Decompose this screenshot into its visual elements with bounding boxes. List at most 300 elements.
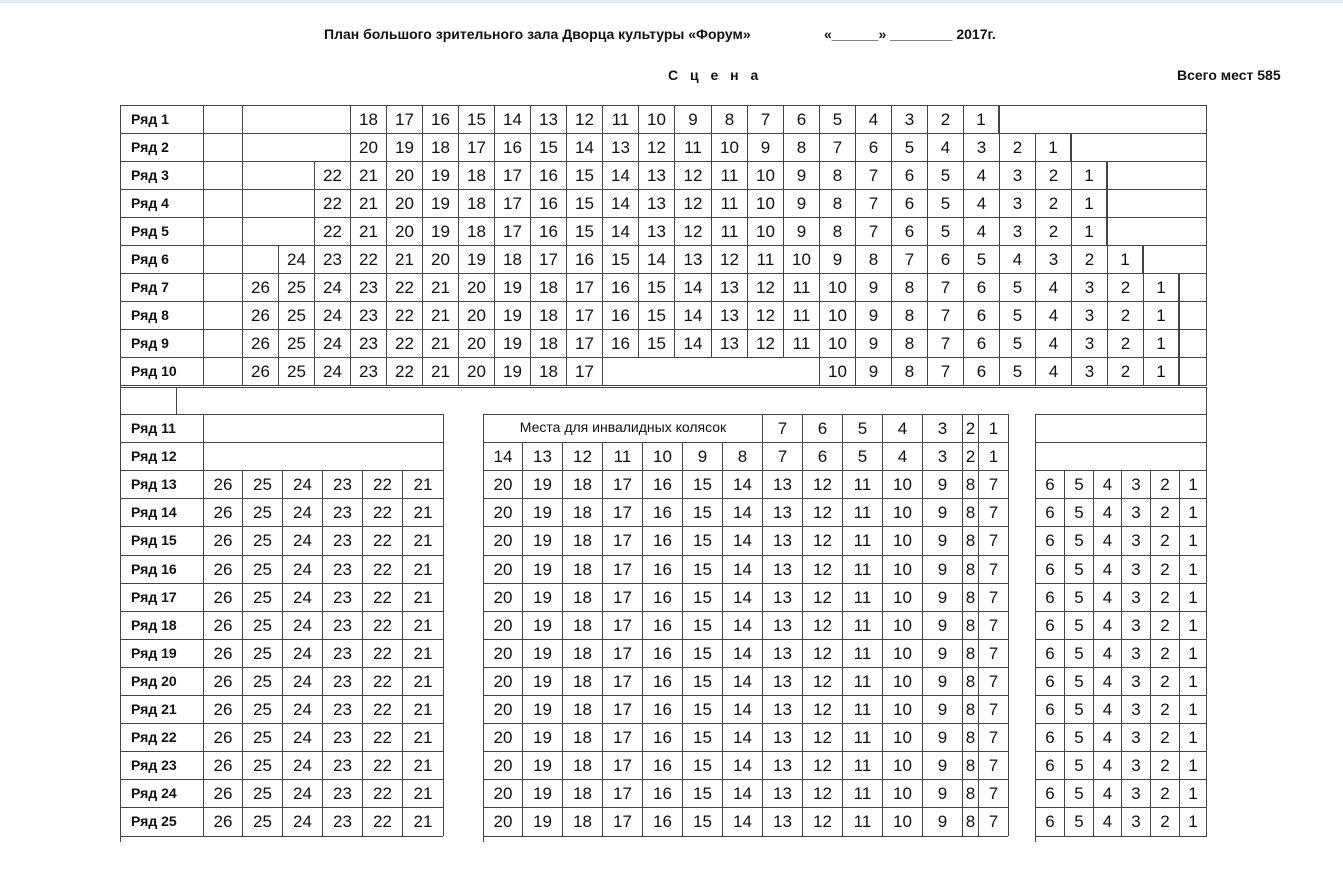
seat[interactable]: 13 (762, 667, 802, 695)
seat[interactable]: 5 (999, 357, 1035, 385)
seat[interactable]: 5 (927, 189, 963, 217)
seat[interactable]: 23 (322, 723, 362, 751)
seat[interactable]: 4 (1093, 470, 1121, 498)
seat[interactable]: 11 (842, 470, 882, 498)
seat[interactable]: 7 (819, 133, 855, 161)
seat[interactable]: 4 (1093, 583, 1121, 611)
seat[interactable]: 24 (314, 329, 350, 357)
seat[interactable]: 15 (682, 526, 722, 555)
seat[interactable]: 15 (682, 611, 722, 639)
seat[interactable]: 20 (483, 555, 522, 583)
seat[interactable]: 25 (242, 639, 282, 667)
seat[interactable]: 21 (402, 695, 443, 723)
seat[interactable]: 17 (530, 245, 566, 273)
seat[interactable]: 19 (522, 779, 562, 807)
seat[interactable]: 23 (322, 611, 362, 639)
seat[interactable]: 17 (602, 526, 642, 555)
seat[interactable]: 15 (682, 779, 722, 807)
seat[interactable]: 12 (674, 189, 711, 217)
seat[interactable]: 10 (882, 667, 922, 695)
seat[interactable]: 19 (458, 245, 494, 273)
seat[interactable]: 5 (1064, 779, 1093, 807)
seat[interactable]: 3 (1035, 245, 1071, 273)
seat[interactable]: 10 (882, 779, 922, 807)
seat[interactable]: 8 (962, 470, 978, 498)
seat[interactable]: 5 (1064, 751, 1093, 779)
seat[interactable]: 3 (922, 442, 962, 470)
seat[interactable]: 10 (882, 723, 922, 751)
seat[interactable]: 14 (722, 695, 762, 723)
seat[interactable]: 25 (242, 667, 282, 695)
seat[interactable]: 11 (842, 555, 882, 583)
seat[interactable]: 12 (802, 667, 842, 695)
seat[interactable]: 3 (1121, 470, 1150, 498)
seat[interactable]: 5 (1064, 639, 1093, 667)
seat[interactable]: 13 (711, 329, 747, 357)
seat[interactable]: 9 (922, 526, 962, 555)
seat[interactable]: 17 (602, 611, 642, 639)
seat[interactable]: 26 (242, 329, 278, 357)
seat[interactable]: 9 (922, 779, 962, 807)
seat[interactable]: 8 (819, 189, 855, 217)
seat[interactable]: 16 (422, 105, 458, 133)
seat[interactable]: 3 (1071, 273, 1107, 301)
seat[interactable]: 11 (747, 245, 783, 273)
seat[interactable]: 4 (963, 161, 999, 189)
seat[interactable]: 18 (562, 526, 602, 555)
seat[interactable]: 12 (747, 273, 783, 301)
seat[interactable]: 19 (494, 357, 530, 385)
seat[interactable]: 18 (562, 555, 602, 583)
seat[interactable]: 7 (978, 639, 1008, 667)
seat[interactable]: 3 (999, 161, 1035, 189)
seat[interactable]: 9 (855, 329, 891, 357)
seat[interactable]: 5 (1064, 470, 1093, 498)
seat[interactable]: 22 (362, 695, 402, 723)
seat[interactable]: 1 (1179, 639, 1207, 667)
seat[interactable]: 3 (1121, 807, 1150, 836)
seat[interactable]: 19 (522, 555, 562, 583)
seat[interactable]: 14 (722, 667, 762, 695)
seat[interactable]: 13 (762, 807, 802, 836)
seat[interactable]: 10 (882, 807, 922, 836)
seat[interactable]: 7 (927, 329, 963, 357)
seat[interactable]: 26 (203, 498, 242, 526)
seat[interactable]: 9 (855, 273, 891, 301)
seat[interactable]: 26 (203, 526, 242, 555)
seat[interactable]: 15 (682, 555, 722, 583)
seat[interactable]: 20 (483, 695, 522, 723)
seat[interactable]: 9 (783, 161, 819, 189)
seat[interactable]: 26 (203, 639, 242, 667)
seat[interactable]: 22 (362, 470, 402, 498)
seat[interactable]: 3 (1071, 301, 1107, 329)
seat[interactable]: 17 (602, 807, 642, 836)
seat[interactable]: 8 (962, 723, 978, 751)
seat[interactable]: 17 (566, 301, 602, 329)
seat[interactable]: 18 (530, 273, 566, 301)
seat[interactable]: 6 (1035, 611, 1064, 639)
seat[interactable]: 22 (362, 526, 402, 555)
seat[interactable]: 20 (458, 273, 494, 301)
seat[interactable]: 8 (722, 442, 762, 470)
seat[interactable]: 8 (783, 133, 819, 161)
seat[interactable]: 24 (282, 526, 322, 555)
seat[interactable]: 25 (242, 555, 282, 583)
seat[interactable]: 19 (494, 329, 530, 357)
seat[interactable]: 14 (566, 133, 602, 161)
seat[interactable]: 5 (927, 217, 963, 245)
seat[interactable]: 12 (802, 470, 842, 498)
seat[interactable]: 24 (282, 470, 322, 498)
seat[interactable]: 4 (1035, 273, 1071, 301)
seat[interactable]: 16 (602, 329, 638, 357)
seat[interactable]: 16 (530, 217, 566, 245)
seat[interactable]: 3 (1121, 695, 1150, 723)
seat[interactable]: 5 (842, 414, 882, 442)
seat[interactable]: 20 (458, 357, 494, 385)
seat[interactable]: 9 (922, 807, 962, 836)
seat[interactable]: 1 (978, 442, 1008, 470)
seat[interactable]: 3 (1071, 357, 1107, 385)
seat[interactable]: 2 (962, 414, 978, 442)
seat[interactable]: 18 (530, 357, 566, 385)
seat[interactable]: 1 (1071, 189, 1107, 217)
seat[interactable]: 26 (203, 807, 242, 836)
seat[interactable]: 1 (1143, 329, 1179, 357)
seat[interactable]: 5 (963, 245, 999, 273)
seat[interactable]: 21 (402, 611, 443, 639)
seat[interactable]: 4 (999, 245, 1035, 273)
seat[interactable]: 23 (322, 498, 362, 526)
seat[interactable]: 5 (927, 161, 963, 189)
seat[interactable]: 25 (242, 751, 282, 779)
seat[interactable]: 16 (642, 807, 682, 836)
seat[interactable]: 10 (747, 161, 783, 189)
seat[interactable]: 10 (783, 245, 819, 273)
seat[interactable]: 25 (278, 357, 314, 385)
seat[interactable]: 2 (1150, 779, 1179, 807)
seat[interactable]: 8 (711, 105, 747, 133)
seat[interactable]: 19 (522, 751, 562, 779)
seat[interactable]: 9 (922, 639, 962, 667)
seat[interactable]: 17 (494, 189, 530, 217)
seat[interactable]: 20 (483, 723, 522, 751)
seat[interactable]: 8 (891, 357, 927, 385)
seat[interactable]: 5 (1064, 695, 1093, 723)
seat[interactable]: 12 (747, 329, 783, 357)
seat[interactable]: 8 (962, 807, 978, 836)
seat[interactable]: 26 (203, 611, 242, 639)
seat[interactable]: 16 (642, 470, 682, 498)
seat[interactable]: 20 (422, 245, 458, 273)
seat[interactable]: 3 (1121, 583, 1150, 611)
seat[interactable]: 4 (1093, 611, 1121, 639)
seat[interactable]: 14 (722, 526, 762, 555)
seat[interactable]: 26 (203, 723, 242, 751)
seat[interactable]: 22 (386, 329, 422, 357)
seat[interactable]: 3 (1121, 526, 1150, 555)
seat[interactable]: 12 (802, 751, 842, 779)
seat[interactable]: 12 (802, 526, 842, 555)
seat[interactable]: 21 (402, 470, 443, 498)
seat[interactable]: 17 (602, 555, 642, 583)
seat[interactable]: 19 (386, 133, 422, 161)
seat[interactable]: 4 (1093, 498, 1121, 526)
seat[interactable]: 6 (1035, 667, 1064, 695)
seat[interactable]: 3 (1121, 611, 1150, 639)
seat[interactable]: 10 (882, 526, 922, 555)
seat[interactable]: 6 (1035, 779, 1064, 807)
seat[interactable]: 19 (422, 161, 458, 189)
seat[interactable]: 9 (674, 105, 711, 133)
seat[interactable]: 7 (978, 583, 1008, 611)
seat[interactable]: 3 (999, 217, 1035, 245)
seat[interactable]: 14 (602, 161, 638, 189)
seat[interactable]: 11 (842, 779, 882, 807)
seat[interactable]: 2 (1107, 357, 1143, 385)
seat[interactable]: 24 (314, 273, 350, 301)
seat[interactable]: 7 (927, 273, 963, 301)
seat[interactable]: 18 (562, 723, 602, 751)
seat[interactable]: 21 (350, 161, 386, 189)
seat[interactable]: 9 (783, 217, 819, 245)
seat[interactable]: 11 (842, 498, 882, 526)
seat[interactable]: 17 (602, 695, 642, 723)
seat[interactable]: 9 (922, 470, 962, 498)
seat[interactable]: 22 (314, 217, 350, 245)
seat[interactable]: 25 (242, 611, 282, 639)
seat[interactable]: 1 (1179, 583, 1207, 611)
seat[interactable]: 16 (642, 555, 682, 583)
seat[interactable]: 1 (1143, 357, 1179, 385)
seat[interactable]: 24 (282, 583, 322, 611)
seat[interactable]: 14 (722, 611, 762, 639)
seat[interactable]: 20 (483, 751, 522, 779)
seat[interactable]: 9 (922, 695, 962, 723)
seat[interactable]: 21 (402, 639, 443, 667)
seat[interactable]: 10 (642, 442, 682, 470)
seat[interactable]: 4 (1093, 695, 1121, 723)
seat[interactable]: 10 (819, 329, 855, 357)
seat[interactable]: 11 (674, 133, 711, 161)
seat[interactable]: 12 (802, 807, 842, 836)
seat[interactable]: 22 (386, 301, 422, 329)
seat[interactable]: 4 (882, 442, 922, 470)
seat[interactable]: 15 (530, 133, 566, 161)
seat[interactable]: 6 (783, 105, 819, 133)
seat[interactable]: 2 (962, 442, 978, 470)
seat[interactable]: 7 (855, 217, 891, 245)
seat[interactable]: 15 (566, 217, 602, 245)
seat[interactable]: 21 (402, 807, 443, 836)
seat[interactable]: 11 (842, 751, 882, 779)
seat[interactable]: 15 (682, 723, 722, 751)
seat[interactable]: 19 (522, 723, 562, 751)
seat[interactable]: 23 (322, 667, 362, 695)
seat[interactable]: 12 (802, 498, 842, 526)
seat[interactable]: 5 (819, 105, 855, 133)
seat[interactable]: 1 (1179, 723, 1207, 751)
seat[interactable]: 20 (483, 779, 522, 807)
seat[interactable]: 11 (711, 217, 747, 245)
seat[interactable]: 5 (1064, 723, 1093, 751)
seat[interactable]: 4 (927, 133, 963, 161)
seat[interactable]: 5 (1064, 611, 1093, 639)
seat[interactable]: 7 (762, 442, 802, 470)
seat[interactable]: 20 (386, 189, 422, 217)
seat[interactable]: 6 (891, 217, 927, 245)
seat[interactable]: 4 (855, 105, 891, 133)
seat[interactable]: 12 (802, 611, 842, 639)
seat[interactable]: 23 (350, 329, 386, 357)
seat[interactable]: 23 (350, 273, 386, 301)
seat[interactable]: 21 (422, 329, 458, 357)
seat[interactable]: 24 (282, 723, 322, 751)
seat[interactable]: 25 (278, 329, 314, 357)
seat[interactable]: 16 (602, 301, 638, 329)
seat[interactable]: 2 (999, 133, 1035, 161)
seat[interactable]: 13 (638, 217, 674, 245)
seat[interactable]: 4 (1093, 555, 1121, 583)
seat[interactable]: 2 (1150, 723, 1179, 751)
seat[interactable]: 16 (642, 779, 682, 807)
seat[interactable]: 23 (322, 555, 362, 583)
seat[interactable]: 10 (882, 583, 922, 611)
seat[interactable]: 9 (855, 357, 891, 385)
seat[interactable]: 23 (322, 639, 362, 667)
seat[interactable]: 12 (674, 161, 711, 189)
seat[interactable]: 23 (350, 357, 386, 385)
seat[interactable]: 1 (963, 105, 999, 133)
seat[interactable]: 6 (891, 161, 927, 189)
seat[interactable]: 5 (1064, 807, 1093, 836)
seat[interactable]: 24 (282, 807, 322, 836)
seat[interactable]: 20 (483, 470, 522, 498)
seat[interactable]: 7 (978, 526, 1008, 555)
seat[interactable]: 14 (722, 723, 762, 751)
seat[interactable]: 26 (203, 695, 242, 723)
seat[interactable]: 22 (362, 807, 402, 836)
seat[interactable]: 15 (682, 583, 722, 611)
seat[interactable]: 22 (362, 667, 402, 695)
seat[interactable]: 18 (494, 245, 530, 273)
seat[interactable]: 21 (422, 301, 458, 329)
seat[interactable]: 22 (362, 779, 402, 807)
seat[interactable]: 1 (1071, 161, 1107, 189)
seat[interactable]: 3 (1121, 639, 1150, 667)
seat[interactable]: 17 (602, 639, 642, 667)
seat[interactable]: 7 (927, 357, 963, 385)
seat[interactable]: 5 (999, 301, 1035, 329)
seat[interactable]: 17 (494, 161, 530, 189)
seat[interactable]: 24 (278, 245, 314, 273)
seat[interactable]: 20 (483, 807, 522, 836)
seat[interactable]: 11 (842, 723, 882, 751)
seat[interactable]: 1 (978, 414, 1008, 442)
seat[interactable]: 3 (1121, 555, 1150, 583)
seat[interactable]: 17 (458, 133, 494, 161)
seat[interactable]: 11 (602, 442, 642, 470)
seat[interactable]: 10 (882, 751, 922, 779)
seat[interactable]: 12 (802, 723, 842, 751)
seat[interactable]: 3 (963, 133, 999, 161)
seat[interactable]: 13 (638, 161, 674, 189)
seat[interactable]: 7 (978, 695, 1008, 723)
seat[interactable]: 2 (1035, 189, 1071, 217)
seat[interactable]: 10 (747, 189, 783, 217)
seat[interactable]: 8 (962, 639, 978, 667)
seat[interactable]: 14 (722, 751, 762, 779)
seat[interactable]: 2 (1150, 751, 1179, 779)
seat[interactable]: 7 (978, 555, 1008, 583)
seat[interactable]: 11 (842, 807, 882, 836)
seat[interactable]: 20 (458, 301, 494, 329)
seat[interactable]: 7 (978, 779, 1008, 807)
seat[interactable]: 20 (350, 133, 386, 161)
seat[interactable]: 14 (674, 329, 711, 357)
seat[interactable]: 10 (819, 357, 855, 385)
seat[interactable]: 12 (566, 105, 602, 133)
seat[interactable]: 23 (322, 779, 362, 807)
seat[interactable]: 14 (674, 273, 711, 301)
seat[interactable]: 22 (314, 189, 350, 217)
seat[interactable]: 23 (322, 807, 362, 836)
seat[interactable]: 9 (922, 667, 962, 695)
seat[interactable]: 1 (1179, 695, 1207, 723)
seat[interactable]: 19 (522, 639, 562, 667)
seat[interactable]: 7 (762, 414, 802, 442)
seat[interactable]: 5 (891, 133, 927, 161)
seat[interactable]: 26 (242, 273, 278, 301)
seat[interactable]: 17 (602, 723, 642, 751)
seat[interactable]: 10 (747, 217, 783, 245)
seat[interactable]: 25 (242, 526, 282, 555)
seat[interactable]: 11 (783, 273, 819, 301)
seat[interactable]: 17 (602, 667, 642, 695)
seat[interactable]: 17 (494, 217, 530, 245)
seat[interactable]: 8 (962, 695, 978, 723)
seat[interactable]: 4 (963, 189, 999, 217)
seat[interactable]: 4 (1035, 357, 1071, 385)
seat[interactable]: 15 (682, 751, 722, 779)
seat[interactable]: 15 (682, 695, 722, 723)
seat[interactable]: 11 (842, 526, 882, 555)
seat[interactable]: 18 (562, 695, 602, 723)
seat[interactable]: 10 (819, 273, 855, 301)
seat[interactable]: 4 (1093, 779, 1121, 807)
seat[interactable]: 2 (1150, 498, 1179, 526)
seat[interactable]: 13 (762, 526, 802, 555)
seat[interactable]: 9 (855, 301, 891, 329)
seat[interactable]: 16 (642, 639, 682, 667)
seat[interactable]: 22 (362, 751, 402, 779)
seat[interactable]: 24 (282, 639, 322, 667)
seat[interactable]: 1 (1143, 273, 1179, 301)
seat[interactable]: 19 (522, 583, 562, 611)
seat[interactable]: 2 (1150, 526, 1179, 555)
seat[interactable]: 8 (819, 217, 855, 245)
seat[interactable]: 6 (963, 357, 999, 385)
seat[interactable]: 6 (963, 301, 999, 329)
seat[interactable]: 23 (322, 526, 362, 555)
seat[interactable]: 19 (422, 217, 458, 245)
seat[interactable]: 6 (927, 245, 963, 273)
seat[interactable]: 18 (562, 667, 602, 695)
seat[interactable]: 1 (1179, 751, 1207, 779)
seat[interactable]: 18 (562, 807, 602, 836)
seat[interactable]: 8 (855, 245, 891, 273)
